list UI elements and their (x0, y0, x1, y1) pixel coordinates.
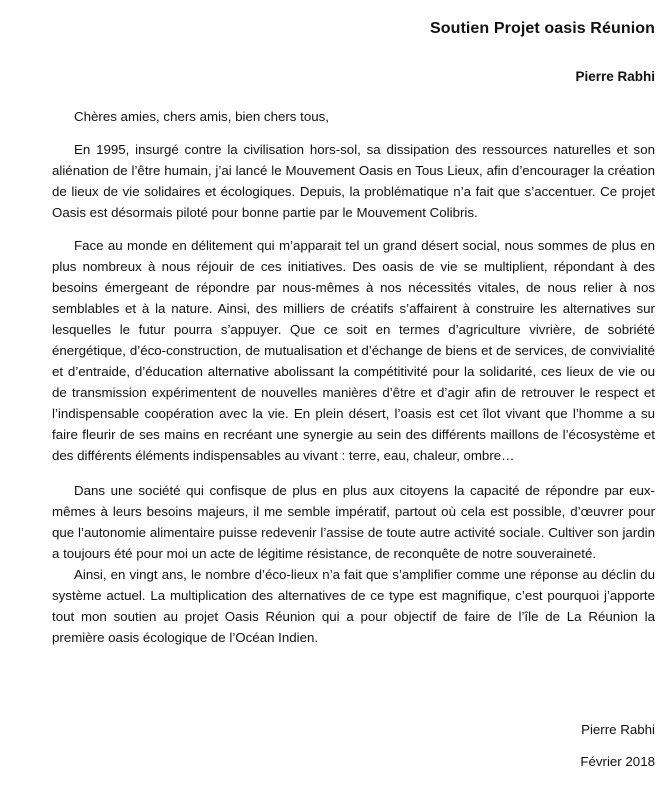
paragraph-1: En 1995, insurgé contre la civilisation hors-sol, sa dissipation des ressources naturelles et son aliénation de l’être humain, j’ai lancé le Mouvement Oasis en Tous Lieux, afin d’encourager la création de lieux de vie solidaires et écologiques. Depuis, la problématique n’a fait que s’accentuer. Ce projet Oasis est désormais piloté pour bonne partie par le Mouvement Colibris. (52, 142, 655, 220)
author-header: Pierre Rabhi (575, 69, 655, 84)
document-title: Soutien Projet oasis Réunion (429, 20, 655, 37)
signature: Pierre Rabhi (581, 722, 655, 737)
letter-body (52, 106, 655, 648)
salutation: Chères amies, chers amis, bien chers tous, (74, 109, 329, 124)
paragraph-3: Dans une société qui confisque de plus en plus aux citoyens la capacité de répondre par eux-mêmes à leurs besoins majeurs, il me semble impératif, partout où cela est possible, d’œuvrer pour que l’autonomie alimentaire puisse redevenir l’assise de toute autre activité sociale. Cultiver son jardin a toujours été pour moi un acte de légitime résistance, de reconquête de notre souveraineté. (52, 483, 655, 561)
paragraph-4: Ainsi, en vingt ans, le nombre d’éco-lieux n’a fait que s’amplifier comme une réponse au déclin du système actuel. La multiplication des alternatives de ce type est magnifique, c’est pourquoi j’apporte tout mon soutien au projet Oasis Réunion qui a pour objectif de faire de l’île de La Réunion la première oasis écologique de l’Océan Indien. (52, 567, 655, 645)
paragraph-2: Face au monde en délitement qui m’apparait tel un grand désert social, nous sommes de plus en plus nombreux à nous réjouir de ces initiatives. Des oasis de vie se multiplient, répondant à des besoins émergeant de répondre par nous-mêmes à nos nécessités vitales, de nous relier à nos semblables et à la nature. Ainsi, des milliers de créatifs s’affairent à construire les alternatives sur lesquelles le futur pourra s’appuyer. Que ce soit en termes d’agriculture vivrière, de sobriété énergétique, d’éco-construction, de mutualisation et d’échange de biens et de services, de convivialité et d’entraide, d’éducation alternative abolissant la compétitivité pour la solidarité, ces lieux de vie ou de transmission expérimentent de nouvelles manières d’être et d’agir afin de retrouver le respect et l’indispensable coopération avec la vie. En plein désert, l’oasis est cet îlot vivant que l’homme a su faire fleurir de ses mains en recréant une synergie au sein des différents maillons de l’écosystème et des différents éléments indispensables au vivant : terre, eau, chaleur, ombre… (52, 238, 655, 463)
letter-date: Février 2018 (580, 754, 655, 769)
